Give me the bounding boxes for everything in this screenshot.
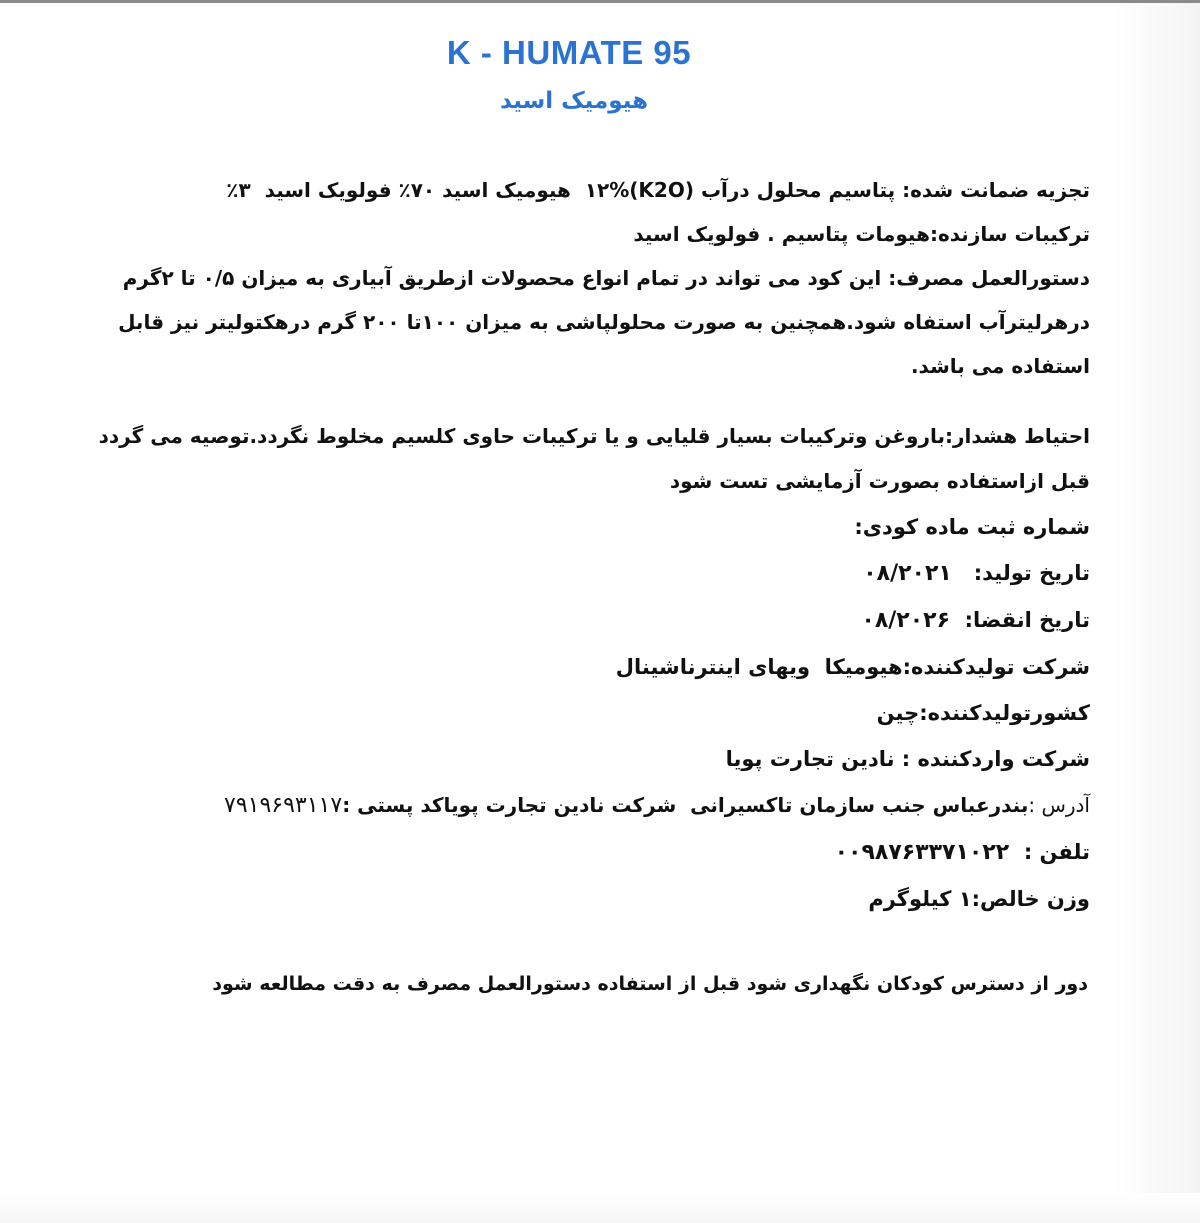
page-bottom-shadow xyxy=(0,1193,1200,1223)
manufacturer: شرکت تولیدکننده:هیومیکا ویهای اینترناشینال xyxy=(615,655,1090,679)
phone xyxy=(70,829,1090,876)
expiry-date-label: تاریخ انقضا: xyxy=(964,608,1090,632)
postal-code: ۷۹۱۹۶۹۳۱۱۷ xyxy=(224,793,343,818)
production-date xyxy=(70,550,1090,597)
production-date-value: ۰۸/۲۰۲۱ xyxy=(863,561,952,586)
expiry-date xyxy=(70,597,1090,644)
registration-number: شماره ثبت ماده کودی: xyxy=(854,515,1090,539)
phone-value: ۰۰۹۸۷۶۳۳۷۱۰۲۲ xyxy=(834,840,1010,865)
guaranteed-analysis: تجزیه ضمانت شده: پتاسیم محلول درآب (K2O)۱۲% هیومیک اسید ۷۰٪ فولویک اسید ۳٪ xyxy=(226,178,1090,202)
net-weight: وزن خالص:۱ کیلوگرم xyxy=(868,887,1090,911)
label-body xyxy=(70,168,1090,922)
page-edge-shadow xyxy=(1112,3,1200,1223)
product-subtitle: هیومیک اسید xyxy=(499,88,649,114)
child-safety-warning: دور از دسترس کودکان نگهداری شود قبل از استفاده دستورالعمل مصرف به دقت مطالعه شود xyxy=(212,973,1088,995)
ingredients: ترکیبات سازنده:هیومات پتاسیم . فولویک اسید xyxy=(633,222,1090,246)
address xyxy=(70,782,1090,829)
expiry-date-value: ۰۸/۲۰۲۶ xyxy=(861,608,950,633)
address-text: بندرعباس جنب سازمان تاکسیرانی شرکت نادین تجارت پویاکد پستی : xyxy=(342,793,1029,817)
caution-note: احتیاط هشدار:باروغن وترکیبات بسیار قلیایی و یا ترکیبات حاوی کلسیم مخلوط نگردد.توصیه می گردد قبل ازاستفاده بصورت آزمایشی تست شود xyxy=(91,424,1090,493)
product-title: K - HUMATE 95 xyxy=(446,34,692,71)
production-date-label: تاریخ تولید: xyxy=(973,561,1090,585)
usage-instructions: دستورالعمل مصرف: این کود می تواند در تمام انواع محصولات ازطریق آبیاری به میزان ۰/۵ تا ۲گرم درهرلیترآب استفاه شود.همچنین به صورت محلولپاشی به میزان ۱۰۰تا ۲۰۰ گرم درهکتولیتر نیز قابل استفاده می باشد. xyxy=(111,266,1090,378)
address-label: آدرس : xyxy=(1028,793,1090,817)
spacer xyxy=(70,388,1090,414)
top-border xyxy=(0,0,1200,3)
phone-label: تلفن : xyxy=(1023,840,1090,864)
country-of-origin: کشورتولیدکننده:چین xyxy=(876,701,1090,725)
importer: شرکت واردکننده : نادین تجارت پویا xyxy=(725,747,1090,771)
